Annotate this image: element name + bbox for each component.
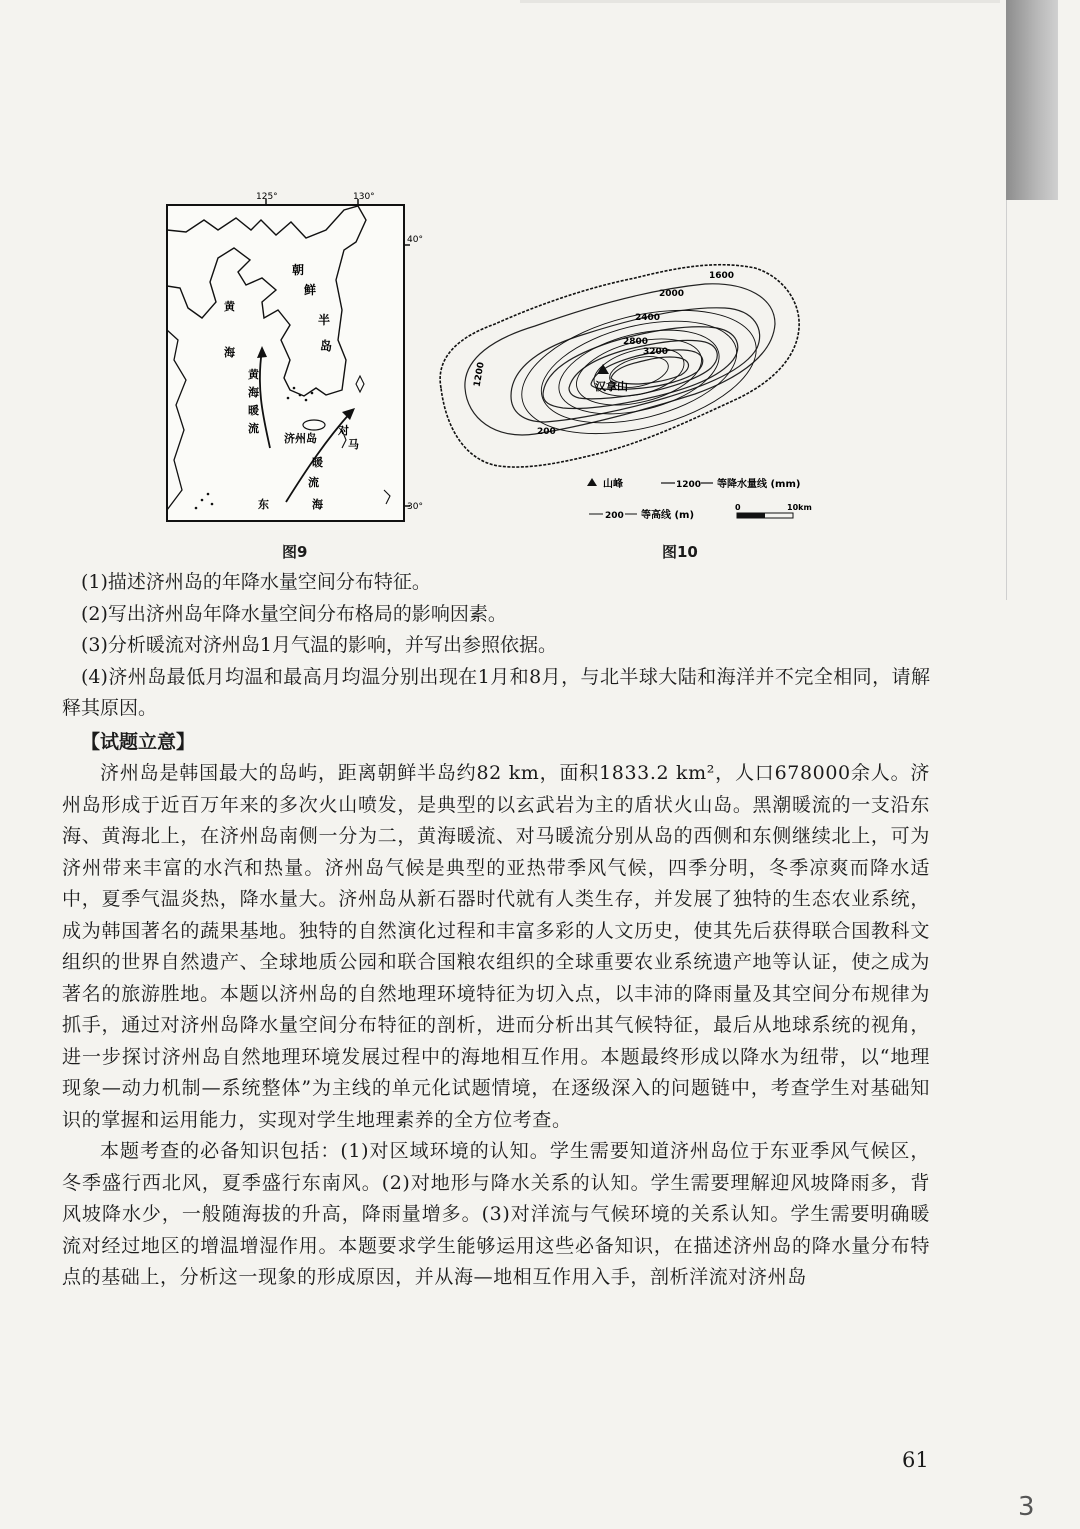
label-dao: 岛 — [320, 339, 333, 353]
legend-contour-sample: 200 — [605, 511, 624, 521]
isohyet-label-2000: 2000 — [659, 289, 685, 299]
label-chao: 朝 — [292, 263, 305, 277]
isohyet-label-2400: 2400 — [635, 313, 661, 323]
legend-peak-label: 山峰 — [603, 479, 623, 490]
label-huang-sea-1: 黄 — [224, 300, 235, 313]
book-edge-line — [1006, 200, 1007, 600]
figure-10-caption: 图10 — [662, 543, 698, 561]
corner-number: 3 — [1018, 1492, 1035, 1522]
legend-isohyet-sample: 1200 — [676, 480, 702, 490]
label-dong-hai: 海 — [312, 498, 323, 511]
legend-contour-label: 等高线 (m) — [641, 510, 695, 521]
label-tsushima-liu: 流 — [308, 476, 319, 489]
contour-label-200: 200 — [537, 427, 556, 437]
question-2: (2)写出济州岛年降水量空间分布格局的影响因素。 — [81, 602, 507, 625]
label-tsushima-nuan: 暖 — [312, 456, 323, 469]
scale-start-label: 0 — [735, 503, 741, 512]
legend-isohyet-label: 等降水量线 (mm) — [717, 479, 801, 490]
isohyet-label-1200: 1200 — [472, 361, 487, 388]
label-dong: 东 — [258, 498, 269, 511]
label-current-huang: 黄 — [248, 368, 259, 381]
legend-peak-icon — [587, 478, 597, 486]
label-ban: 半 — [318, 313, 331, 327]
book-edge-tab — [1006, 0, 1058, 200]
label-tsushima-ma: 马 — [348, 438, 359, 451]
label-current-nuan: 暖 — [248, 404, 259, 417]
question-1: (1)描述济州岛的年降水量空间分布特征。 — [81, 571, 431, 593]
scale-end-label: 10km — [787, 503, 812, 512]
paragraph-1: 济州岛是韩国最大的岛屿，距离朝鲜半岛约82 km，面积1833.2 km²，人口678000余人。济州岛形成于近百万年来的多次火山喷发，是典型的以玄武岩为主的盾状火山岛。黑潮暖流的一支沿东海、黄海北上，在济州岛南侧一分为二，黄海暖流、对马暖流分别从岛的西侧和东侧继续北上，可为济州带来丰富的水汽和热量。济州岛气候是典型的亚热带季风气候，四季分明，冬季凉爽而降水适中，夏季气温炎热，降水量大。济州岛从新石器时代就有人类生存，并发展了独特的生态农业系统，成为韩国著名的蔬果基地。独特的自然演化过程和丰富多彩的人文历史，使其先后获得联合国教科文组织的世界自然遗产、全球地质公园和联合国粮农组织的全球重要农业系统遗产地等认证，使之成为著名的旅游胜地。本题以济州岛的自然地理环境特征为切入点，以丰沛的降雨量及其空间分布规律为抓手，通过对济州岛降水量空间分布特征的剖析，进而分析出其气候特征，最后从地球系统的视角，进一步探讨济州岛自然地理环境发展过程中的海地相互作用。本题最终形成以降水为纽带，以“地理现象—动力机制—系统整体”为主线的单元化试题情境，在逐级深入的问题链中，考查学生对基础知识的掌握和运用能力，实现对学生地理素养的全方位考查。 — [62, 762, 930, 1131]
isohyet-label-2800: 2800 — [623, 337, 649, 347]
label-huang-sea-2: 海 — [224, 346, 235, 359]
label-jeju: 济州岛 — [284, 432, 317, 445]
figure-9-caption: 图9 — [282, 543, 308, 561]
figure-9-map — [166, 190, 436, 530]
label-tsushima-dui: 对 — [338, 424, 349, 437]
label-current-liu: 流 — [248, 422, 259, 435]
isohyet-label-1600: 1600 — [709, 271, 735, 281]
content-text — [62, 567, 930, 1294]
label-current-hai: 海 — [248, 386, 259, 399]
label-xian: 鲜 — [304, 283, 317, 297]
lat-label-40: 40° — [407, 235, 423, 245]
question-4: (4)济州岛最低月均温和最高月均温分别出现在1月和8月，与北半球大陆和海洋并不完全相同，请解释其原因。 — [62, 665, 930, 719]
lon-label-130: 130° — [353, 192, 375, 202]
peak-label: 汉拿山 — [595, 380, 628, 393]
figure-10-map — [425, 238, 825, 528]
page-top-edge — [520, 0, 1000, 3]
lon-label-125: 125° — [256, 192, 278, 202]
question-3: (3)分析暖流对济州岛1月气温的影响，并写出参照依据。 — [81, 634, 558, 656]
lat-label-30: 30° — [407, 502, 423, 512]
section-heading: 【试题立意】 — [81, 730, 196, 753]
isohyet-label-3200: 3200 — [643, 347, 669, 357]
page-number: 61 — [902, 1448, 929, 1472]
paragraph-2: 本题考查的必备知识包括：(1)对区域环境的认知。学生需要知道济州岛位于东亚季风气候区，冬季盛行西北风，夏季盛行东南风。(2)对地形与降水关系的认知。学生需要理解迎风坡降雨多，背风坡降水少，一般随海拔的升高，降雨量增多。(3)对洋流与气候环境的关系认知。学生需要明确暖流对经过地区的增温增湿作用。本题要求学生能够运用这些必备知识，在描述济州岛的降水量分布特点的基础上，分析这一现象的形成原因，并从海—地相互作用入手，剖析洋流对济州岛 — [62, 1140, 930, 1288]
